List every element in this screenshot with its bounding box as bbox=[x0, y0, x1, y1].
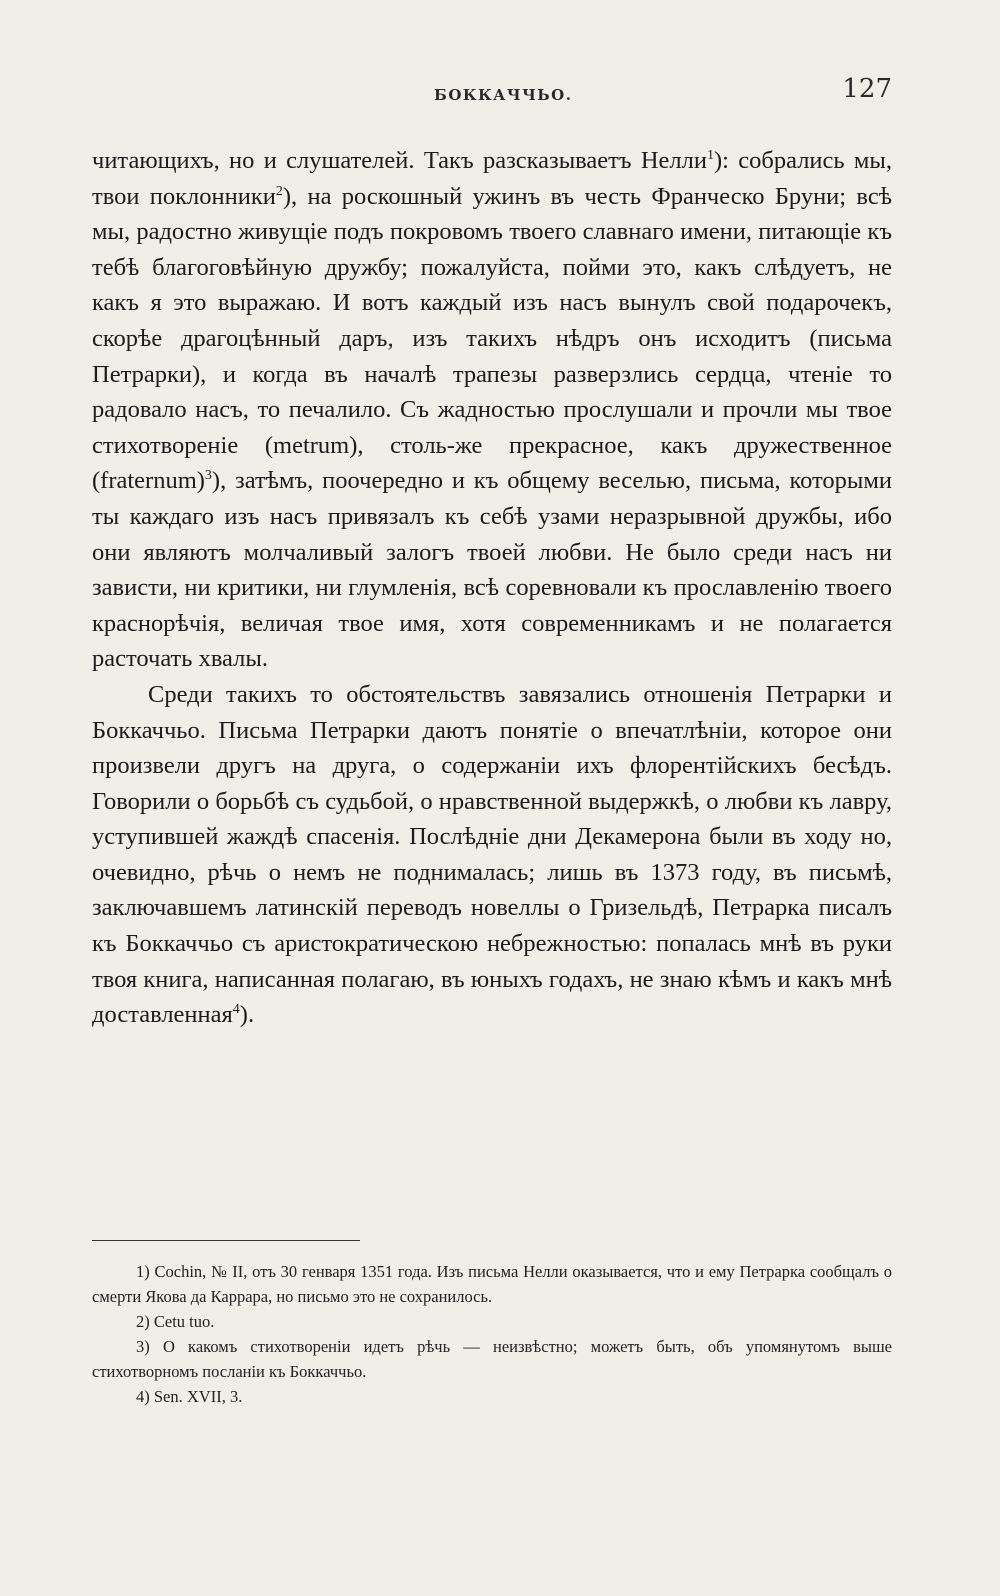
page-header bbox=[92, 74, 892, 114]
footnote: 3) О какомъ стихотвореніи идетъ рѣчь — неизвѣстно; можетъ быть, объ упомянутомъ выше стихотворномъ посланіи къ Боккаччьо. bbox=[92, 1337, 892, 1381]
text-run: ). bbox=[239, 1001, 255, 1029]
footnote-ref: 2 bbox=[275, 183, 283, 199]
footnote-ref: 3 bbox=[204, 468, 212, 484]
footnote: 4) Sen. XVII, 3. bbox=[136, 1387, 243, 1406]
text-run: читающихъ, но и слушателей. Такъ разсказываетъ Нелли bbox=[92, 147, 707, 174]
text-run: Среди такихъ то обстоятельствъ завязались отношенія Петрарки и Боккаччьо. Письма Петрарки даютъ понятіе о впечатлѣніи, которое они произвели другъ на друга, о содержаніи ихъ флорентійскихъ бесѣдъ. Говорили о борьбѣ съ судьбой, о нравственной выдержкѣ, о любви къ лавру, уступившей жаждѣ спасенія. Послѣдніе дни Декамерона были въ ходу но, очевидно, рѣчь о немъ не поднималась; лишь въ 1373 году, въ письмѣ, заключавшемъ латинскій переводъ новеллы о Гризельдѣ, Петрарка писалъ къ Боккаччьо съ аристократическою небрежностью: попалась мнѣ въ руки твоя книга, написанная полагаю, въ юныхъ годахъ, не знаю кѣмъ и какъ мнѣ доставленная bbox=[92, 680, 892, 1029]
footnote: 2) Cetu tuo. bbox=[136, 1312, 215, 1331]
text-run: ), затѣмъ, поочередно и къ общему веселью, письма, которыми ты каждаго изъ насъ привязалъ къ себѣ узами неразрывной дружбы, ибо они являютъ молчаливый залогъ твоей любви. Не было среди насъ ни зависти, ни критики, ни глумленія, всѣ соревновали къ прославленію твоего краснорѣчія, величая твое имя, хотя современникамъ и не полагается расточать хвалы. bbox=[92, 467, 892, 673]
page-number: 127 bbox=[842, 74, 892, 104]
text-run: ), на роскошный ужинъ въ честь Франческо Бруни; всѣ мы, радостно живущіе подъ покровомъ твоего славнаго имени, питающіе къ тебѣ благоговѣйную дружбу; пожалуйста, пойми это, какъ слѣдуетъ, не какъ я это выражаю. И вотъ каждый изъ насъ вынулъ свой подарочекъ, скорѣе драгоцѣнный даръ, изъ такихъ нѣдръ онъ исходитъ (письма Петрарки), и когда въ началѣ трапезы разверзлись сердца, чтеніе то радовало насъ, то печалило. Съ жадностью прослушали и прочли мы твое стихотвореніе (metrum), столь-же прекрасное, какъ дружественное (fraternum) bbox=[92, 182, 893, 495]
main-text bbox=[92, 143, 892, 1033]
paragraph bbox=[92, 143, 892, 677]
footnotes bbox=[92, 1259, 892, 1409]
footnote-ref: 1 bbox=[706, 147, 714, 163]
footnote: 1) Cochin, № II, отъ 30 генваря 1351 года. Изъ письма Нелли оказывается, что и ему Петрарка сообщалъ о смерти Якова да Каррара, но письмо это не сохранилось. bbox=[92, 1262, 892, 1306]
footnote-rule bbox=[92, 1240, 360, 1241]
paragraph bbox=[92, 677, 892, 1033]
running-title: БОККАЧЧЬО. bbox=[434, 86, 573, 104]
footnote-ref: 4 bbox=[232, 1002, 240, 1018]
text-run: ): собрались мы, твои поклонники bbox=[92, 147, 892, 210]
